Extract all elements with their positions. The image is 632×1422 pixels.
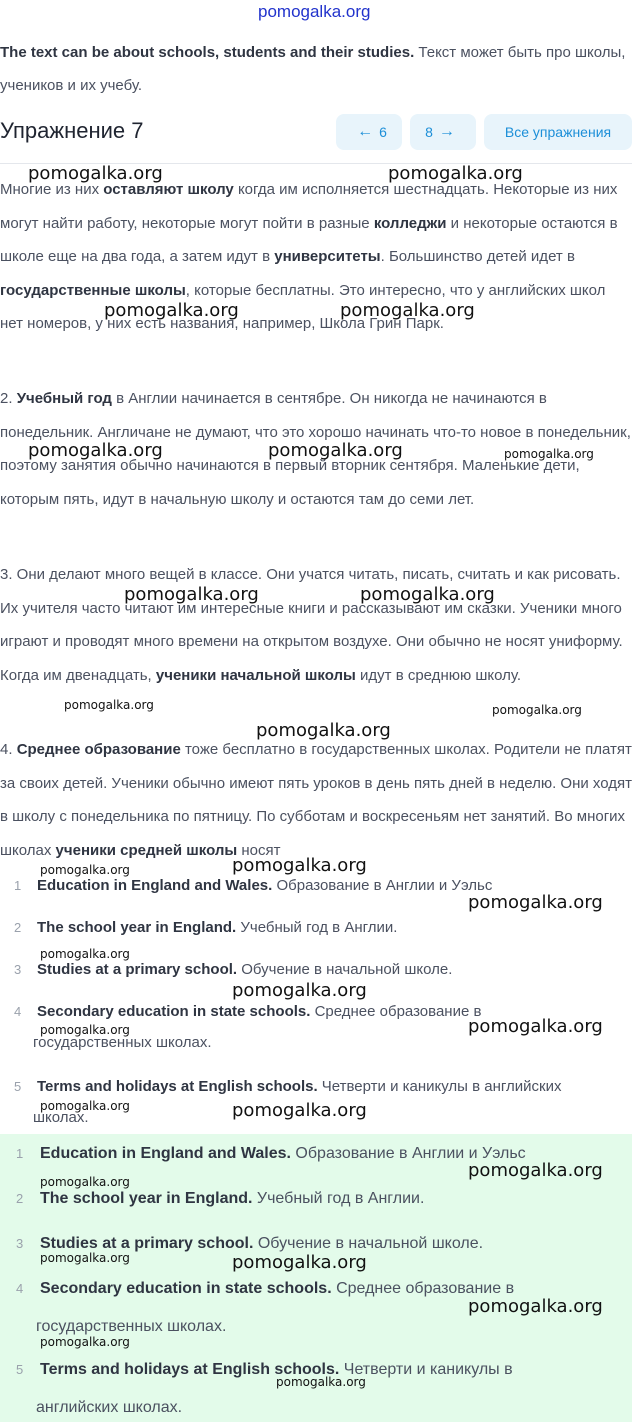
p4-s1: 4. (0, 741, 17, 758)
list-item-number: 5 (14, 1079, 22, 1094)
watermark: pomogalka.org (28, 163, 163, 184)
p1-b4: государственные школы (0, 281, 186, 299)
list-item-translation: Четверти и каникулы в английских (317, 1078, 562, 1095)
intro-text (0, 36, 632, 102)
watermark: pomogalka.org (124, 584, 259, 605)
watermark: pomogalka.org (40, 947, 130, 961)
watermark: pomogalka.org (104, 300, 239, 321)
watermark: pomogalka.org (468, 1296, 603, 1317)
list-item-title: Terms and holidays at English schools. (37, 1078, 318, 1095)
answer-item-title: Secondary education in state schools. (40, 1280, 332, 1297)
answer-item-translation: Образование в Англии и Уэльс (290, 1145, 526, 1162)
p1-b2: колледжи (373, 214, 447, 232)
list-item (0, 911, 632, 944)
answer-item-title: The school year in England. (40, 1190, 253, 1207)
watermark: pomogalka.org (388, 163, 523, 184)
watermark: pomogalka.org (232, 855, 367, 876)
p2-s1: 2. (0, 390, 17, 407)
p4-b2: ученики средней школы (55, 841, 238, 859)
watermark: pomogalka.org (40, 863, 130, 877)
p2-s2: в Англии начинается в сентябре. Он никогда не начинаются в понедельник. Англичане не думают, что это хорошо начинать что-то новое в понедельник, поэтому занятия обычно начинаются в первый вторник сентября. Маленькие дети, которым пять, идут в начальную школу и остаются там до семи лет. (0, 390, 631, 508)
watermark: pomogalka.org (504, 447, 594, 461)
intro-rest: Текст может быть про школы, учеников и их учебу. (0, 44, 626, 94)
paragraph-4 (0, 733, 632, 867)
watermark: pomogalka.org (232, 1252, 367, 1273)
answer-item-translation: Четверти и каникулы в (339, 1361, 513, 1378)
list-item-translation: Учебный год в Англии. (236, 919, 398, 936)
p3-b1: ученики начальной школы (155, 666, 356, 684)
p4-b1: Среднее образование (16, 741, 181, 758)
arrow-right-icon: → (438, 123, 455, 140)
list-item-translation: Обучение в начальной школе. (237, 961, 453, 978)
answer-item-continuation: государственных школах. (36, 1318, 227, 1335)
p1-s4: . Большинство детей идет в (380, 248, 575, 265)
paragraph-3 (0, 558, 632, 692)
paragraph-1 (0, 173, 632, 341)
answer-item-number: 2 (16, 1191, 24, 1206)
list-item-title: Secondary education in state schools. (37, 1003, 311, 1020)
answer-item-title: Studies at a primary school. (40, 1235, 254, 1252)
watermark: pomogalka.org (40, 1251, 130, 1265)
answer-item-title: Terms and holidays at English schools. (40, 1361, 340, 1378)
all-exercises-button[interactable]: Все упражнения (484, 114, 632, 150)
watermark: pomogalka.org (492, 703, 582, 717)
watermark: pomogalka.org (258, 2, 371, 21)
next-exercise-button[interactable] (410, 114, 476, 150)
watermark: pomogalka.org (276, 1375, 366, 1389)
intro-bold: The text can be about schools, students and their studies. (0, 44, 415, 61)
exercise-header (0, 110, 632, 156)
prev-exercise-label: 6 (379, 124, 387, 140)
watermark: pomogalka.org (232, 1100, 367, 1121)
p2-b1: Учебный год (16, 390, 112, 407)
answer-item-number: 5 (16, 1362, 24, 1377)
exercise-title: Упражнение 7 (0, 118, 144, 143)
p4-s3: носят (237, 841, 281, 859)
answer-item-title: Education in England and Wales. (40, 1145, 291, 1162)
watermark: pomogalka.org (40, 1175, 130, 1189)
next-exercise-label: 8 (425, 124, 433, 140)
p1-s5: , которые бесплатны. Это интересно, что у английских школ нет номеров, у них есть названия, например, Школа Грин Парк. (0, 281, 606, 332)
watermark: pomogalka.org (468, 1016, 603, 1037)
arrow-left-icon: ← (357, 123, 374, 140)
list-item-title: Education in England and Wales. (37, 877, 273, 894)
list-item-translation: Среднее образование в (310, 1003, 482, 1020)
watermark: pomogalka.org (340, 300, 475, 321)
answer-item-number: 4 (16, 1281, 24, 1296)
answer-item-translation: Обучение в начальной школе. (253, 1235, 484, 1252)
watermark: pomogalka.org (40, 1099, 130, 1113)
watermark: pomogalka.org (468, 1160, 603, 1181)
p1-b3: университеты (274, 248, 381, 265)
p1-s2: когда им исполняется шестнадцать. Некоторые из них могут найти работу, некоторые могут пойти в разные (0, 181, 618, 232)
prev-exercise-button[interactable] (336, 114, 402, 150)
watermark: pomogalka.org (256, 720, 391, 741)
p3-s1: 3. Они делают много вещей в классе. Они учатся читать, писать, считать и как рисовать. Их учителя часто читают им интересные книги и рассказывают им сказки. Ученики много играют и проводят много времени на открытом воздухе. Они обычно не носят униформу. Когда им двенадцать, (0, 566, 623, 684)
list-item-title: The school year in England. (37, 919, 237, 936)
answer-item-translation: Учебный год в Англии. (252, 1190, 425, 1207)
answer-item-number: 3 (16, 1236, 24, 1251)
list-item-number: 3 (14, 962, 22, 977)
list-item-translation: Образование в Англии и Уэльс (272, 877, 493, 894)
watermark: pomogalka.org (268, 440, 403, 461)
watermark: pomogalka.org (232, 980, 367, 1001)
watermark: pomogalka.org (468, 892, 603, 913)
p1-s1: Многие из них (0, 181, 104, 198)
list-item-title: Studies at a primary school. (37, 961, 238, 978)
answer-item-number: 1 (16, 1146, 24, 1161)
answer-item-translation: Среднее образование в (331, 1280, 515, 1297)
watermark: pomogalka.org (64, 698, 154, 712)
watermark: pomogalka.org (40, 1023, 130, 1037)
list-item-continuation: государственных школах. (33, 1034, 212, 1051)
p1-s3: и некоторые остаются в школе еще на два года, а затем идут в (0, 214, 618, 265)
answer-item-continuation: английских школах. (36, 1399, 183, 1416)
list-item-number: 2 (14, 920, 22, 935)
list-item-number: 1 (14, 878, 22, 893)
p1-b1: оставляют школу (103, 181, 234, 198)
watermark: pomogalka.org (360, 584, 495, 605)
p4-s2: тоже бесплатно в государственных школах. Родители не платят за своих детей. Ученики обычно имеют пять уроков в день пять дней в неделю. Они ходят в школу с понедельника по пятницу. По субботам и воскресеньям нет занятий. Во многих школах (0, 741, 632, 859)
watermark: pomogalka.org (28, 440, 163, 461)
watermark: pomogalka.org (40, 1335, 130, 1349)
list-item-number: 4 (14, 1004, 22, 1019)
list-item-continuation: школах. (33, 1109, 89, 1126)
p3-s2: идут в среднюю школу. (355, 666, 522, 684)
